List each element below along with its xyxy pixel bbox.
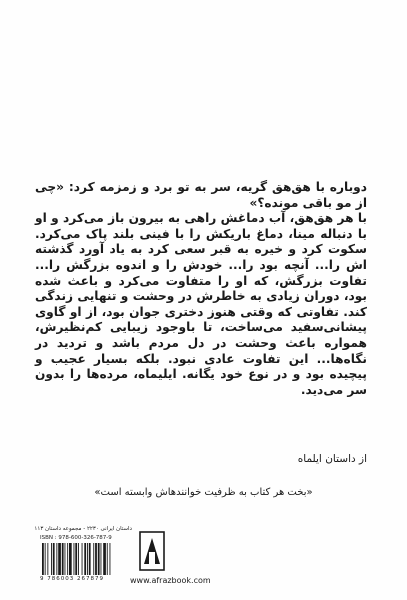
barcode-bar	[74, 543, 75, 575]
barcode-bar	[107, 543, 108, 575]
barcode-bar	[62, 543, 64, 575]
barcode-bar	[53, 543, 55, 575]
barcode-image	[40, 543, 132, 575]
barcode-bar	[82, 543, 83, 575]
barcode-bar	[51, 543, 52, 575]
barcode-bar	[89, 543, 91, 575]
isbn-label: ISBN : 978-600-326-787-9	[40, 535, 112, 541]
barcode-bar	[47, 543, 48, 575]
barcode-bar	[58, 543, 61, 575]
barcode-bar	[42, 543, 44, 575]
barcode-bar	[95, 543, 97, 575]
barcode-bar	[87, 543, 88, 575]
barcode-bar	[84, 543, 86, 575]
barcode-bar	[69, 543, 72, 575]
barcode-bar	[98, 543, 100, 575]
barcode-bar	[75, 543, 77, 575]
barcode-block	[34, 526, 132, 584]
publisher-website: www.afrazbook.com	[130, 576, 211, 585]
book-excerpt	[35, 180, 367, 398]
barcode-bar	[103, 543, 106, 575]
barcode-bar	[110, 543, 111, 575]
publisher-logo-icon	[138, 530, 166, 572]
barcode-bar	[65, 543, 66, 575]
excerpt-source: از داستان ایلماه	[297, 453, 367, 465]
barcode-bar	[101, 543, 102, 575]
excerpt-paragraph: با هر هق‌هق، آب دماغش راهی به بیرون باز می‌کرد و او با دنباله مینا، دماغ باریکش را با فینی بلند پاک می‌کرد. سکوت کرد و خیره به قبر سعی کرد به یاد آورد گذشته اش را... آنچه بود را... خودش را و اندوه بزرگش را... تفاوت بزرگش، که او را متفاوت می‌کرد و باعث شده بود، دوران زیادی به خاطرش در وحشت و تنهایی زندگی کند. تفاوتی که وقتی هنوز دختری جوان بود، از او گاوی پیشانی‌سفید می‌ساخت، تا باوجود زیبایی کم‌نظیرش، همواره باعث وحشت در دل مردم باشد و تردید در نگاه‌ها... این تفاوت عادی نبود. بلکه بسیار عجیب و پیچیده بود و در نوع خود یگانه. ایلیماه، مرده‌ها را بدون سر می‌دید.	[35, 211, 367, 397]
barcode-bar	[93, 543, 94, 575]
barcode-bar	[78, 543, 79, 575]
barcode-bar	[45, 543, 46, 575]
barcode-bar	[56, 543, 57, 575]
barcode-number: 9 786003 267879	[40, 576, 104, 582]
publisher-quote: «بخت هر کتاب به ظرفیت خوانندهاش وابسته است»	[94, 487, 313, 498]
series-label: داستان ایرانی ۲۲۳۰ - مجموعه داستان ۱۱۳	[34, 526, 132, 532]
excerpt-paragraph: دوباره با هق‌هق گریه، سر به تو برد و زمزمه کرد: «چی از مو باقی مونده؟»	[35, 180, 367, 210]
back-cover-footer	[34, 526, 375, 586]
barcode-bar	[67, 543, 68, 575]
